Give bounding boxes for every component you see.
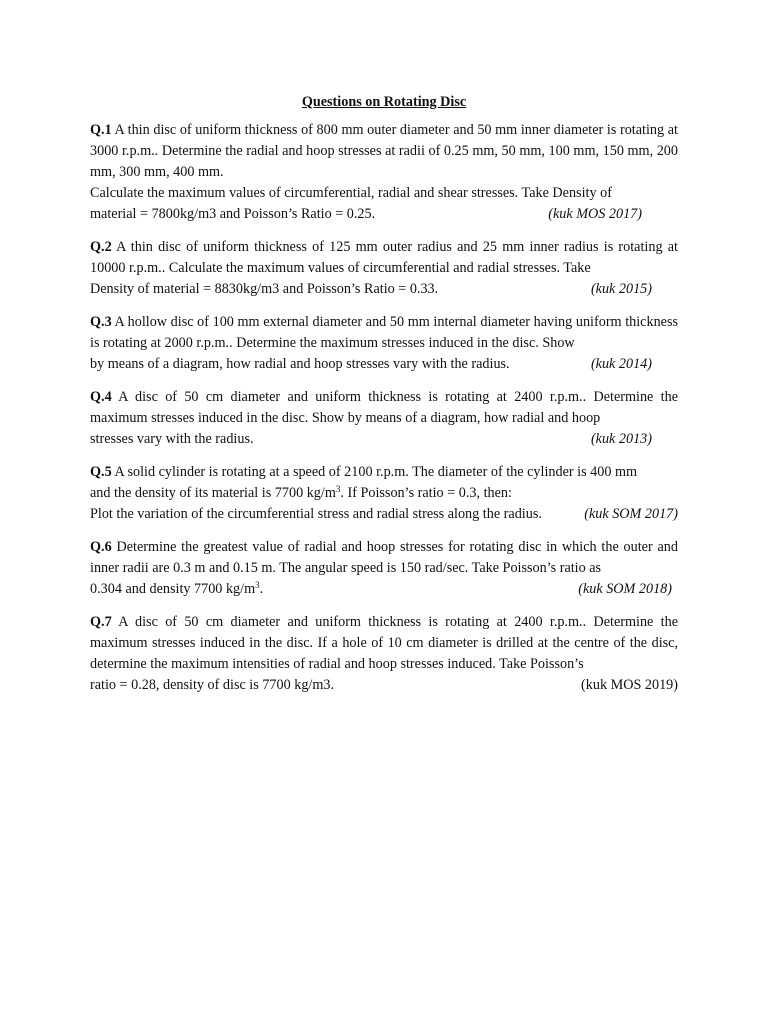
question-number: Q.3 xyxy=(90,314,112,330)
question-number: Q.6 xyxy=(90,539,112,555)
page-title: Questions on Rotating Disc xyxy=(301,94,467,110)
question-last-line xyxy=(90,504,678,525)
question-text-last-tail: . xyxy=(259,581,264,597)
question-number: Q.4 xyxy=(90,389,112,405)
question-text-continued: and the density of its material is 7700 kg/m xyxy=(90,485,336,501)
superscript: 3 xyxy=(335,484,341,494)
question-source: (kuk 2013) xyxy=(590,431,652,447)
question-last-line xyxy=(90,579,678,600)
question-text: A hollow disc of 100 mm external diameter and 50 mm internal diameter having uniform thickness is rotating at 2000 r.p.m.. Determine the maximum stresses induced in the disc. Show xyxy=(90,314,679,351)
question-source: (kuk 2014) xyxy=(590,356,652,372)
question-text-last: Density of material = 8830kg/m3 and Poisson’s Ratio = 0.33. xyxy=(90,281,439,297)
question-text: A thin disc of uniform thickness of 800 mm outer diameter and 50 mm inner diameter is rotating at 3000 r.p.m.. Determine the radial and hoop stresses at radii of 0.25 mm, 50 mm, 100 mm, 150 mm, 200 mm, 300 mm, 400 mm. xyxy=(90,122,678,180)
question-number: Q.2 xyxy=(90,239,112,255)
question-text-continued-tail: . If Poisson’s ratio = 0.3, then: xyxy=(340,485,512,501)
question-text: A disc of 50 cm diameter and uniform thickness is rotating at 2400 r.p.m.. Determine the maximum stresses induced in the disc. If a hole of 10 cm diameter is drilled at the centre of the disc, determine the maximum intensities of radial and hoop stresses induced. Take Poisson’s xyxy=(90,614,678,672)
question-source: (kuk SOM 2017) xyxy=(584,506,678,522)
question-last-line xyxy=(90,675,678,696)
question-3 xyxy=(90,312,678,375)
question-5 xyxy=(90,462,678,525)
question-7 xyxy=(90,612,678,696)
question-number: Q.1 xyxy=(90,122,112,138)
question-text-continued: Calculate the maximum values of circumferential, radial and shear stresses. Take Density of xyxy=(90,185,612,201)
question-last-line xyxy=(90,429,678,450)
question-text: A disc of 50 cm diameter and uniform thickness is rotating at 2400 r.p.m.. Determine the maximum stresses induced in the disc. Show by means of a diagram, how radial and hoop xyxy=(90,389,678,426)
superscript: 3 xyxy=(255,580,260,590)
question-last-line xyxy=(90,279,678,300)
question-number: Q.7 xyxy=(90,614,112,630)
question-text-last: Plot the variation of the circumferential stress and radial stress along the radius. xyxy=(90,506,542,522)
question-6 xyxy=(90,537,678,600)
question-text-last: by means of a diagram, how radial and hoop stresses vary with the radius. xyxy=(90,356,510,372)
question-source: (kuk 2015) xyxy=(590,281,652,297)
question-text: A solid cylinder is rotating at a speed of 2100 r.p.m. The diameter of the cylinder is 400 mm xyxy=(114,464,638,480)
question-4 xyxy=(90,387,678,450)
question-2 xyxy=(90,237,678,300)
question-1 xyxy=(90,120,678,225)
question-text-last: 0.304 and density 7700 kg/m xyxy=(90,581,256,597)
question-last-line xyxy=(90,354,678,375)
question-last-line xyxy=(90,204,678,225)
question-source: (kuk MOS 2017) xyxy=(548,206,642,222)
question-text: Determine the greatest value of radial and hoop stresses for rotating disc in which the outer and inner radii are 0.3 m and 0.15 m. The angular speed is 150 rad/sec. Take Poisson’s ratio as xyxy=(90,539,678,576)
document-page xyxy=(90,93,678,708)
question-text-last: stresses vary with the radius. xyxy=(90,431,254,447)
question-source: (kuk MOS 2019) xyxy=(581,677,678,693)
question-number: Q.5 xyxy=(90,464,112,480)
question-source: (kuk SOM 2018) xyxy=(578,581,672,597)
question-text-last: ratio = 0.28, density of disc is 7700 kg/m3. xyxy=(90,677,335,693)
question-text: A thin disc of uniform thickness of 125 mm outer radius and 25 mm inner radius is rotating at 10000 r.p.m.. Calculate the maximum values of circumferential and radial stresses. Take xyxy=(90,239,679,276)
question-text-last: material = 7800kg/m3 and Poisson’s Ratio = 0.25. xyxy=(90,206,376,222)
